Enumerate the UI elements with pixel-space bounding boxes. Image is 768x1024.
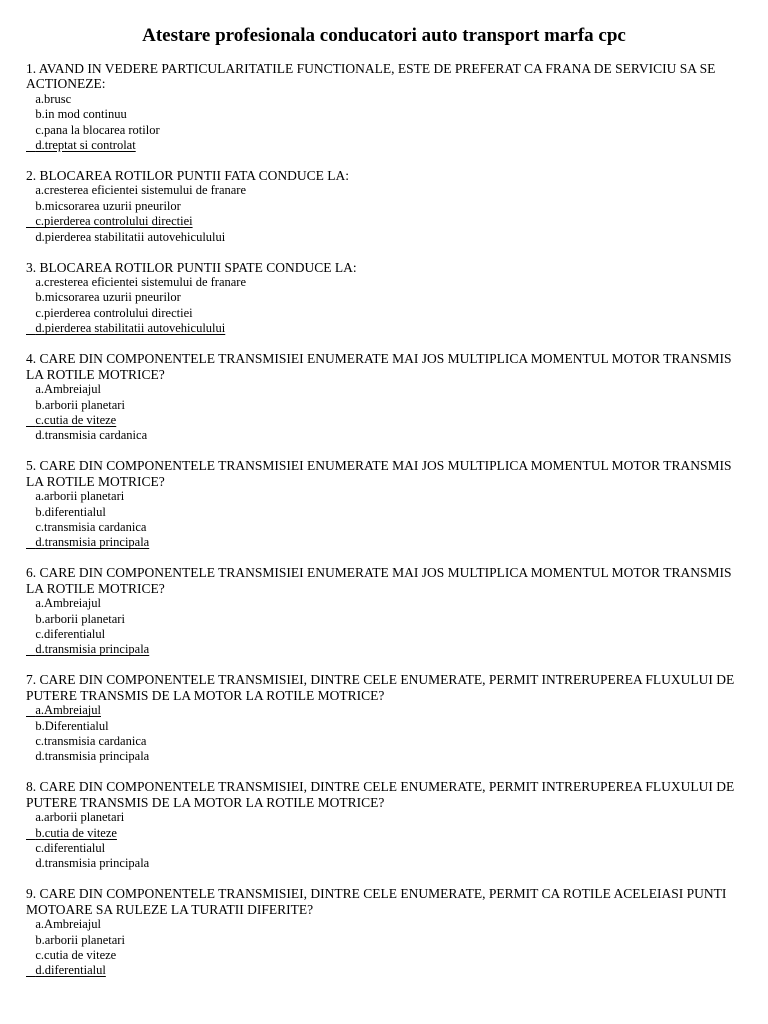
answer-option (26, 489, 750, 504)
answer-option-label: a.arborii planetari (35, 810, 125, 825)
question-block (26, 351, 750, 443)
answer-option (26, 230, 750, 245)
answer-option-label: c.diferentialul (35, 626, 106, 641)
answer-option (26, 306, 750, 321)
answer-option (26, 199, 750, 214)
answer-option-label: a.brusc (35, 91, 72, 106)
answer-option-correct (26, 214, 750, 229)
answer-option (26, 183, 750, 198)
answer-option (26, 933, 750, 948)
answer-option-label: c.cutia de viteze (35, 948, 117, 963)
question-text: 5. CARE DIN COMPONENTELE TRANSMISIEI ENUMERATE MAI JOS MULTIPLICA MOMENTUL MOTOR TRANSMIS LA ROTILE MOTRICE? (26, 458, 735, 489)
answer-option-label: b.cutia de viteze (35, 825, 117, 840)
answer-option (26, 382, 750, 397)
answer-option-label: a.cresterea eficientei sistemului de franare (35, 183, 247, 198)
answer-option-correct (26, 413, 750, 428)
question-block (26, 458, 750, 550)
answer-option-label: b.Diferentialul (35, 718, 109, 733)
answer-option (26, 810, 750, 825)
answer-option-correct (26, 138, 750, 153)
answer-option-label: d.transmisia principala (35, 535, 150, 550)
question-block (26, 565, 750, 657)
answer-option-label: c.transmisia cardanica (35, 519, 147, 534)
question-block (26, 672, 750, 764)
answer-option-label: d.transmisia principala (35, 749, 150, 764)
answer-option (26, 596, 750, 611)
question-text: 1. AVAND IN VEDERE PARTICULARITATILE FUNCTIONALE, ESTE DE PREFERAT CA FRANA DE SERVICIU SA SE ACTIONEZE: (26, 61, 718, 92)
answer-option-label: a.arborii planetari (35, 489, 125, 504)
answer-option (26, 917, 750, 932)
answer-option-label: b.in mod continuu (35, 107, 127, 122)
answer-option (26, 428, 750, 443)
answer-option (26, 92, 750, 107)
question-text: 9. CARE DIN COMPONENTELE TRANSMISIEI, DINTRE CELE ENUMERATE, PERMIT CA ROTILE ACELEIASI PUNTI MOTOARE SA RULEZE LA TURATII DIFERITE? (26, 886, 730, 917)
answer-option (26, 123, 750, 138)
answer-option-correct (26, 321, 750, 336)
answer-option (26, 505, 750, 520)
answer-option (26, 841, 750, 856)
answer-option-correct (26, 826, 750, 841)
answer-option-label: b.diferentialul (35, 504, 106, 519)
answer-option-label: d.pierderea stabilitatii autovehiculului (35, 229, 226, 244)
answer-option-label: c.pana la blocarea rotilor (35, 122, 160, 137)
answer-option-label: c.pierderea controlului directiei (35, 305, 193, 320)
answer-option-label: a.Ambreiajul (35, 596, 101, 611)
answer-option (26, 948, 750, 963)
answer-option-correct (26, 535, 750, 550)
answer-option-label: b.micsorarea uzurii pneurilor (35, 290, 181, 305)
answer-option (26, 290, 750, 305)
answer-option-label: d.pierderea stabilitatii autovehiculului (35, 321, 226, 336)
answer-option-correct (26, 642, 750, 657)
answer-option-label: a.Ambreiajul (35, 917, 101, 932)
answer-option (26, 734, 750, 749)
answer-option-correct (26, 963, 750, 978)
answer-option-label: a.Ambreiajul (35, 382, 101, 397)
question-text: 4. CARE DIN COMPONENTELE TRANSMISIEI ENUMERATE MAI JOS MULTIPLICA MOMENTUL MOTOR TRANSMIS LA ROTILE MOTRICE? (26, 351, 735, 382)
answer-option-label: b.micsorarea uzurii pneurilor (35, 198, 181, 213)
question-text: 6. CARE DIN COMPONENTELE TRANSMISIEI ENUMERATE MAI JOS MULTIPLICA MOMENTUL MOTOR TRANSMIS LA ROTILE MOTRICE? (26, 565, 735, 596)
answer-option-label: c.diferentialul (35, 841, 106, 856)
question-block (26, 61, 750, 153)
answer-option (26, 719, 750, 734)
question-text: 7. CARE DIN COMPONENTELE TRANSMISIEI, DINTRE CELE ENUMERATE, PERMIT INTRERUPEREA FLUXULUI DE PUTERE TRANSMIS DE LA MOTOR LA ROTILE MOTRICE? (26, 672, 738, 703)
answer-option-label: d.treptat si controlat (35, 138, 136, 153)
document-title: Atestare profesionala conducatori auto transport marfa cpc (142, 25, 626, 46)
answer-option (26, 627, 750, 642)
answer-option-label: c.pierderea controlului directiei (35, 214, 193, 229)
question-text: 3. BLOCAREA ROTILOR PUNTII SPATE CONDUCE LA: (26, 259, 357, 275)
answer-option (26, 107, 750, 122)
question-text: 8. CARE DIN COMPONENTELE TRANSMISIEI, DINTRE CELE ENUMERATE, PERMIT INTRERUPEREA FLUXULUI DE PUTERE TRANSMIS DE LA MOTOR LA ROTILE MOTRICE? (26, 779, 738, 810)
question-block (26, 168, 750, 245)
answer-option (26, 398, 750, 413)
question-text: 2. BLOCAREA ROTILOR PUNTII FATA CONDUCE LA: (26, 168, 350, 184)
answer-option-label: b.arborii planetari (35, 932, 125, 947)
answer-option-label: c.cutia de viteze (35, 412, 117, 427)
question-block (26, 779, 750, 871)
answer-option (26, 275, 750, 290)
answer-option-correct (26, 703, 750, 718)
answer-option-label: b.arborii planetari (35, 397, 125, 412)
question-list (26, 61, 750, 993)
answer-option-label: d.transmisia principala (35, 856, 150, 871)
answer-option-label: d.transmisia cardanica (35, 428, 148, 443)
answer-option (26, 856, 750, 871)
answer-option-label: a.cresterea eficientei sistemului de franare (35, 275, 247, 290)
question-block (26, 260, 750, 337)
answer-option-label: d.transmisia principala (35, 642, 150, 657)
question-block (26, 886, 750, 978)
answer-option-label: b.arborii planetari (35, 611, 125, 626)
answer-option-label: a.Ambreiajul (35, 703, 101, 718)
answer-option-label: c.transmisia cardanica (35, 734, 147, 748)
answer-option (26, 749, 750, 764)
answer-option (26, 612, 750, 627)
answer-option (26, 520, 750, 535)
answer-option-label: d.diferentialul (35, 963, 106, 978)
